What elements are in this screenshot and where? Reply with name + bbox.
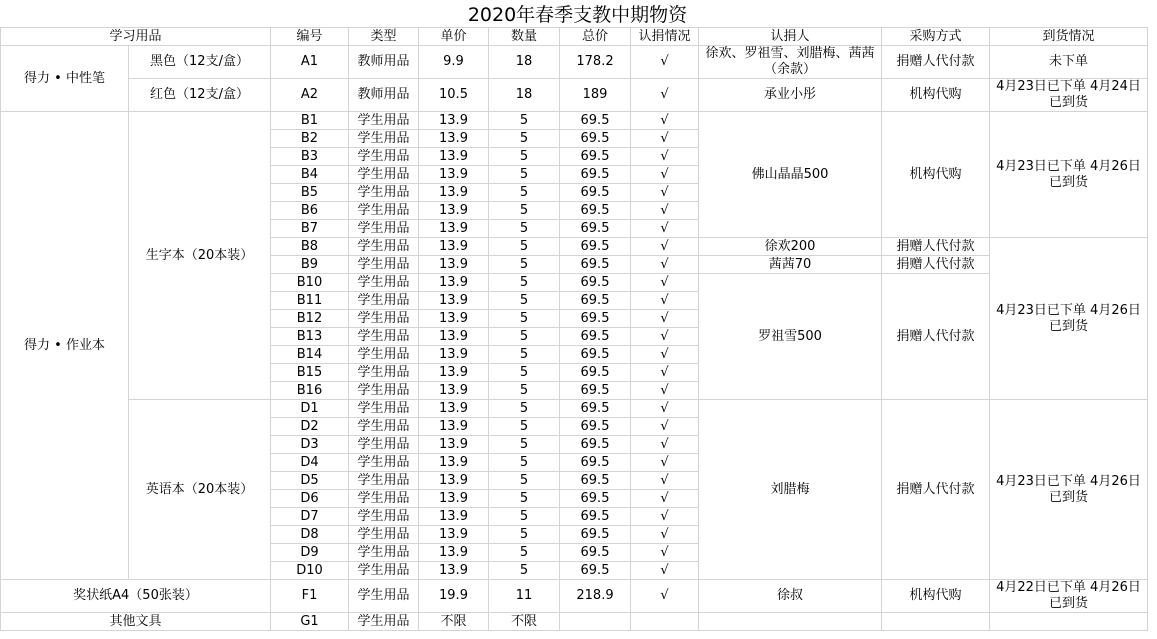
item-type: 学生用品 [349, 580, 419, 613]
item-qty: 5 [489, 202, 560, 220]
item-price: 13.9 [419, 112, 489, 130]
item-price: 13.9 [419, 544, 489, 562]
method-cell: 机构代购 [882, 79, 990, 112]
status-cell: 4月23日已下单 4月26日已到货 [990, 400, 1148, 580]
item-check: √ [631, 472, 699, 490]
method-cell: 捐赠人代付款 [882, 400, 990, 580]
item-type: 学生用品 [349, 454, 419, 472]
item-type: 学生用品 [349, 436, 419, 454]
donor-cell: 徐欢、罗祖雪、刘腊梅、茜茜（余款） [699, 46, 882, 79]
item-qty: 5 [489, 112, 560, 130]
item-total: 69.5 [560, 526, 631, 544]
item-code: G1 [271, 613, 349, 631]
item-total: 69.5 [560, 454, 631, 472]
item-code: F1 [271, 580, 349, 613]
item-type: 学生用品 [349, 526, 419, 544]
item-qty: 5 [489, 166, 560, 184]
item-price: 13.9 [419, 436, 489, 454]
item-type: 学生用品 [349, 472, 419, 490]
header-cell: 单价 [419, 28, 489, 46]
item-code: D1 [271, 400, 349, 418]
item-qty: 5 [489, 292, 560, 310]
donor-cell: 佛山晶晶500 [699, 112, 882, 238]
item-total: 69.5 [560, 112, 631, 130]
donor-cell: 徐欢200 [699, 238, 882, 256]
item-total: 69.5 [560, 274, 631, 292]
item-type: 学生用品 [349, 364, 419, 382]
header-cell: 总价 [560, 28, 631, 46]
item-code: B2 [271, 130, 349, 148]
item-check: √ [631, 400, 699, 418]
item-price: 13.9 [419, 382, 489, 400]
item-type: 学生用品 [349, 148, 419, 166]
item-check: √ [631, 544, 699, 562]
item-total: 69.5 [560, 328, 631, 346]
table-row [1, 400, 1148, 418]
item-code: D4 [271, 454, 349, 472]
table-row [1, 580, 1148, 613]
status-cell: 4月23日已下单 4月26日已到货 [990, 238, 1148, 400]
item-qty: 5 [489, 526, 560, 544]
table-row [1, 79, 1148, 112]
item-total: 69.5 [560, 238, 631, 256]
item-qty: 5 [489, 184, 560, 202]
item-code: B15 [271, 364, 349, 382]
item-total: 218.9 [560, 580, 631, 613]
item-price: 13.9 [419, 526, 489, 544]
item-type: 学生用品 [349, 274, 419, 292]
item-name: 其他文具 [1, 613, 271, 631]
item-price: 13.9 [419, 490, 489, 508]
item-total: 69.5 [560, 310, 631, 328]
item-qty: 5 [489, 274, 560, 292]
item-check: √ [631, 46, 699, 79]
item-total: 69.5 [560, 472, 631, 490]
item-total: 69.5 [560, 220, 631, 238]
item-qty: 5 [489, 346, 560, 364]
item-total: 69.5 [560, 400, 631, 418]
item-code: B5 [271, 184, 349, 202]
item-type: 学生用品 [349, 508, 419, 526]
item-total: 69.5 [560, 490, 631, 508]
method-cell: 机构代购 [882, 112, 990, 238]
item-total: 69.5 [560, 508, 631, 526]
sub-label: 英语本（20本装） [129, 400, 271, 580]
item-name: 黑色（12支/盒） [129, 46, 271, 79]
item-qty: 5 [489, 220, 560, 238]
item-total: 69.5 [560, 202, 631, 220]
item-price: 13.9 [419, 256, 489, 274]
header-cell: 学习用品 [1, 28, 271, 46]
method-cell: 捐赠人代付款 [882, 274, 990, 400]
item-check: √ [631, 346, 699, 364]
item-code: B14 [271, 346, 349, 364]
item-price: 13.9 [419, 364, 489, 382]
item-total: 69.5 [560, 130, 631, 148]
item-check: √ [631, 364, 699, 382]
group-label: 得力 • 中性笔 [1, 46, 129, 112]
donor-cell: 茜茜70 [699, 256, 882, 274]
item-type: 学生用品 [349, 310, 419, 328]
table-row [1, 613, 1148, 631]
item-total: 69.5 [560, 364, 631, 382]
item-type: 学生用品 [349, 544, 419, 562]
group-label: 得力 • 作业本 [1, 112, 129, 580]
item-price: 13.9 [419, 454, 489, 472]
item-price: 13.9 [419, 310, 489, 328]
header-cell: 类型 [349, 28, 419, 46]
item-price: 10.5 [419, 79, 489, 112]
item-price: 13.9 [419, 418, 489, 436]
item-check: √ [631, 148, 699, 166]
item-price: 13.9 [419, 274, 489, 292]
item-total: 189 [560, 79, 631, 112]
item-price: 13.9 [419, 130, 489, 148]
donor-cell: 承业小彤 [699, 79, 882, 112]
item-code: D5 [271, 472, 349, 490]
status-cell: 未下单 [990, 46, 1148, 79]
item-type: 学生用品 [349, 220, 419, 238]
header-cell: 数量 [489, 28, 560, 46]
item-price: 13.9 [419, 220, 489, 238]
item-total: 69.5 [560, 256, 631, 274]
item-qty: 5 [489, 382, 560, 400]
header-cell: 认捐情况 [631, 28, 699, 46]
item-qty: 5 [489, 238, 560, 256]
donor-cell: 罗祖雪500 [699, 274, 882, 400]
status-cell [990, 613, 1148, 631]
header-cell: 到货情况 [990, 28, 1148, 46]
item-price: 13.9 [419, 292, 489, 310]
item-type: 学生用品 [349, 166, 419, 184]
item-total: 69.5 [560, 382, 631, 400]
item-code: D8 [271, 526, 349, 544]
item-type: 学生用品 [349, 382, 419, 400]
item-type: 学生用品 [349, 418, 419, 436]
item-name: 奖状纸A4（50张装） [1, 580, 271, 613]
status-cell: 4月23日已下单 4月26日已到货 [990, 112, 1148, 238]
item-price: 13.9 [419, 148, 489, 166]
item-qty: 5 [489, 508, 560, 526]
item-code: A1 [271, 46, 349, 79]
item-check: √ [631, 184, 699, 202]
item-check: √ [631, 238, 699, 256]
table-row [1, 112, 1148, 130]
item-check: √ [631, 292, 699, 310]
item-qty: 不限 [489, 613, 560, 631]
status-cell: 4月23日已下单 4月24日已到货 [990, 79, 1148, 112]
item-check: √ [631, 418, 699, 436]
item-total: 69.5 [560, 346, 631, 364]
item-qty: 5 [489, 148, 560, 166]
item-price: 13.9 [419, 346, 489, 364]
item-price: 13.9 [419, 238, 489, 256]
item-qty: 5 [489, 364, 560, 382]
item-price: 13.9 [419, 202, 489, 220]
item-total: 69.5 [560, 436, 631, 454]
item-code: D7 [271, 508, 349, 526]
item-check: √ [631, 436, 699, 454]
status-cell: 4月22日已下单 4月26日已到货 [990, 580, 1148, 613]
item-code: B10 [271, 274, 349, 292]
item-type: 学生用品 [349, 562, 419, 580]
item-code: B9 [271, 256, 349, 274]
item-code: B1 [271, 112, 349, 130]
item-check: √ [631, 202, 699, 220]
item-check: √ [631, 490, 699, 508]
item-price: 13.9 [419, 328, 489, 346]
item-price: 13.9 [419, 508, 489, 526]
method-cell: 捐赠人代付款 [882, 256, 990, 274]
item-name: 红色（12支/盒） [129, 79, 271, 112]
method-cell [882, 613, 990, 631]
item-code: B7 [271, 220, 349, 238]
item-code: B13 [271, 328, 349, 346]
item-qty: 5 [489, 328, 560, 346]
item-type: 学生用品 [349, 613, 419, 631]
page-title: 2020年春季支教中期物资 [467, 4, 688, 26]
item-check: √ [631, 274, 699, 292]
item-code: D6 [271, 490, 349, 508]
item-check: √ [631, 526, 699, 544]
item-qty: 11 [489, 580, 560, 613]
item-type: 学生用品 [349, 238, 419, 256]
item-price: 13.9 [419, 184, 489, 202]
item-qty: 5 [489, 562, 560, 580]
item-type: 教师用品 [349, 79, 419, 112]
item-price: 不限 [419, 613, 489, 631]
item-type: 学生用品 [349, 490, 419, 508]
item-check: √ [631, 166, 699, 184]
item-type: 学生用品 [349, 256, 419, 274]
item-type: 学生用品 [349, 346, 419, 364]
item-total: 69.5 [560, 148, 631, 166]
header-cell: 编号 [271, 28, 349, 46]
item-qty: 5 [489, 472, 560, 490]
item-qty: 5 [489, 310, 560, 328]
item-qty: 5 [489, 454, 560, 472]
item-code: D2 [271, 418, 349, 436]
item-check: √ [631, 130, 699, 148]
materials-table [0, 27, 1148, 631]
item-code: B16 [271, 382, 349, 400]
item-check: √ [631, 220, 699, 238]
item-code: A2 [271, 79, 349, 112]
item-code: B4 [271, 166, 349, 184]
item-total: 178.2 [560, 46, 631, 79]
item-qty: 5 [489, 490, 560, 508]
item-qty: 18 [489, 46, 560, 79]
item-qty: 5 [489, 400, 560, 418]
item-total: 69.5 [560, 562, 631, 580]
item-price: 13.9 [419, 472, 489, 490]
item-total: 69.5 [560, 292, 631, 310]
item-check: √ [631, 580, 699, 613]
item-type: 学生用品 [349, 400, 419, 418]
item-total: 69.5 [560, 166, 631, 184]
sub-label: 生字本（20本装） [129, 112, 271, 400]
item-price: 9.9 [419, 46, 489, 79]
item-check [631, 613, 699, 631]
item-qty: 5 [489, 130, 560, 148]
method-cell: 捐赠人代付款 [882, 46, 990, 79]
item-code: B6 [271, 202, 349, 220]
item-check: √ [631, 310, 699, 328]
item-type: 学生用品 [349, 202, 419, 220]
item-check: √ [631, 256, 699, 274]
item-code: B3 [271, 148, 349, 166]
header-cell: 采购方式 [882, 28, 990, 46]
item-code: D3 [271, 436, 349, 454]
item-qty: 18 [489, 79, 560, 112]
item-qty: 5 [489, 418, 560, 436]
table-row [1, 46, 1148, 79]
item-type: 学生用品 [349, 328, 419, 346]
method-cell: 机构代购 [882, 580, 990, 613]
item-total: 69.5 [560, 418, 631, 436]
header-cell: 认捐人 [699, 28, 882, 46]
item-code: B12 [271, 310, 349, 328]
donor-cell: 刘腊梅 [699, 400, 882, 580]
item-type: 学生用品 [349, 184, 419, 202]
item-total: 69.5 [560, 184, 631, 202]
item-check: √ [631, 508, 699, 526]
item-total [560, 613, 631, 631]
item-code: D9 [271, 544, 349, 562]
item-type: 教师用品 [349, 46, 419, 79]
item-check: √ [631, 112, 699, 130]
header-row [1, 28, 1148, 46]
item-price: 13.9 [419, 400, 489, 418]
item-price: 19.9 [419, 580, 489, 613]
item-qty: 5 [489, 436, 560, 454]
donor-cell: 徐叔 [699, 580, 882, 613]
item-check: √ [631, 454, 699, 472]
item-code: B11 [271, 292, 349, 310]
item-qty: 5 [489, 256, 560, 274]
item-type: 学生用品 [349, 112, 419, 130]
item-type: 学生用品 [349, 130, 419, 148]
donor-cell [699, 613, 882, 631]
item-price: 13.9 [419, 562, 489, 580]
item-code: B8 [271, 238, 349, 256]
item-check: √ [631, 328, 699, 346]
item-qty: 5 [489, 544, 560, 562]
item-total: 69.5 [560, 544, 631, 562]
item-check: √ [631, 382, 699, 400]
item-price: 13.9 [419, 166, 489, 184]
item-code: D10 [271, 562, 349, 580]
item-check: √ [631, 562, 699, 580]
item-type: 学生用品 [349, 292, 419, 310]
item-check: √ [631, 79, 699, 112]
method-cell: 捐赠人代付款 [882, 238, 990, 256]
